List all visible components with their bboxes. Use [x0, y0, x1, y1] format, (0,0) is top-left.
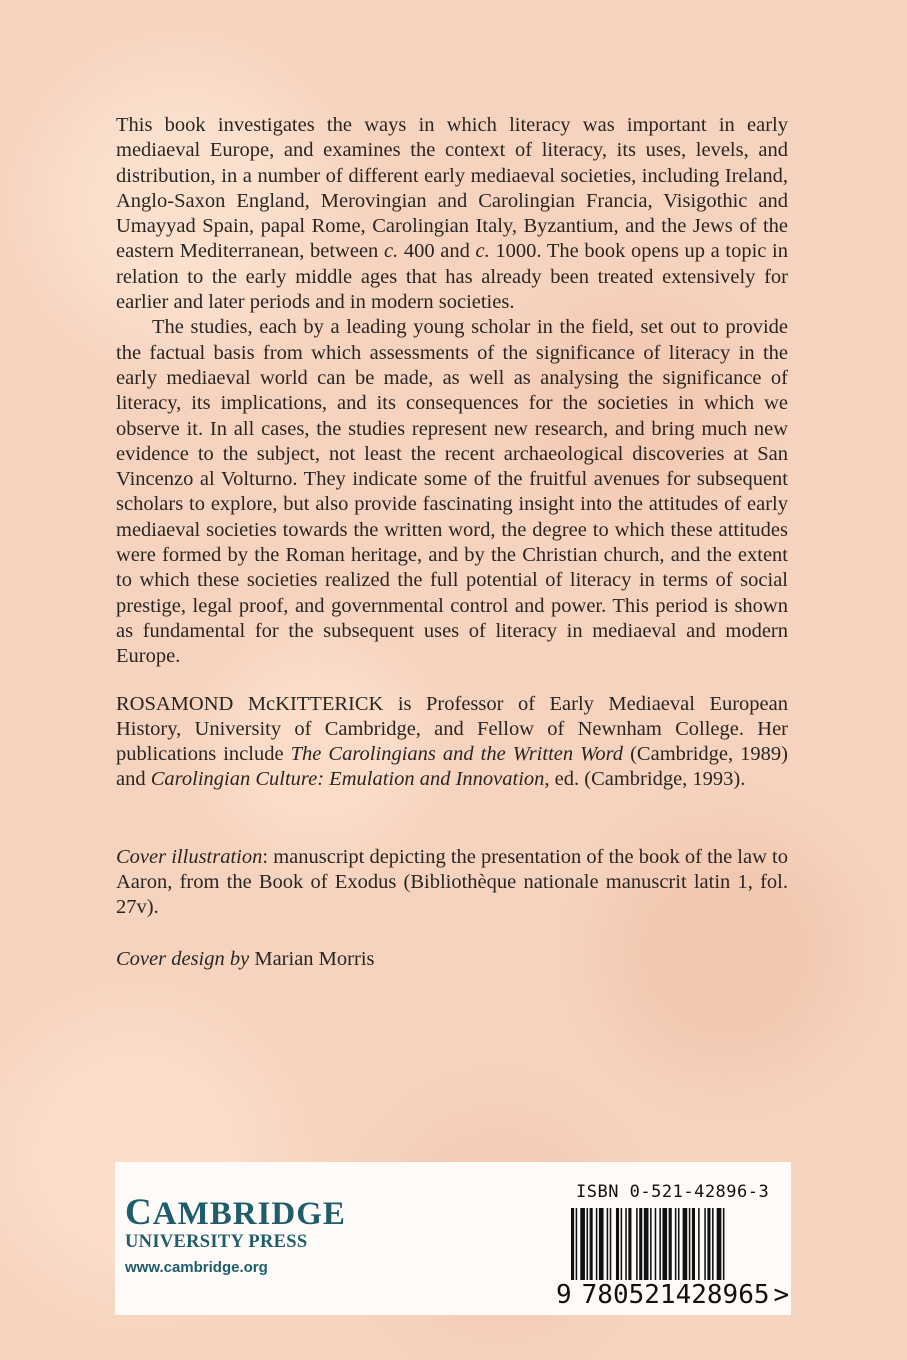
barcode-bar — [610, 1208, 612, 1280]
barcode-bar — [712, 1208, 714, 1280]
barcode-bar — [596, 1208, 598, 1280]
publisher-subname: UNIVERSITY PRESS — [125, 1232, 308, 1252]
barcode-bar — [675, 1208, 677, 1280]
book-title: Carolingian Culture: Emulation and Innovation — [150, 768, 545, 791]
barcode-bar — [707, 1208, 710, 1280]
description-paragraph-1: This book investigates the ways in which literacy was important in early mediaeval Europe, and examines the context of literacy, its uses, levels, and distribution, in a number of different early mediaeval societies, including Ireland, Anglo-Saxon England, Merovingian and Carolingian Francia, Visigothic and Umayyad Spain, papal Rome, Carolingian Italy, Byzantium, and the Jews of the eastern Mediterranean, between c. 400 and c. 1000. The book opens up a topic in relation to the early middle ages that has already been treated extensively for earlier and later periods and in modern societies. — [116, 114, 788, 314]
isbn-label: ISBN 0-521-42896-3 — [576, 1182, 770, 1202]
barcode-bar — [655, 1208, 657, 1280]
barcode-bar — [636, 1208, 638, 1280]
barcode-bar — [616, 1208, 619, 1280]
publisher-footer — [115, 1162, 791, 1315]
cambridge-logo — [125, 1192, 346, 1278]
barcode-bar — [717, 1208, 722, 1280]
barcode-bar — [621, 1208, 623, 1280]
author-bio: ROSAMOND McKITTERICK is Professor of Early Mediaeval European History, University of Cambridge, and Fellow of Newnham College. Her publications include The Carolingians and the Written Word (Cambridge, 1989) and Carolingian Culture: Emulation and Innovation, ed. (Cambridge, 1993). — [116, 692, 788, 791]
book-title: The Carolingians and the Written Word — [290, 743, 624, 766]
barcode-bar — [625, 1208, 627, 1280]
barcode-bar — [628, 1208, 631, 1280]
barcode-bar — [704, 1208, 706, 1280]
barcode-bar — [683, 1208, 688, 1280]
barcode-bar — [698, 1208, 700, 1280]
barcode-bar — [587, 1208, 589, 1280]
barcode-bar — [644, 1208, 649, 1280]
circa-abbrev: c. — [383, 240, 399, 263]
barcode-bar — [650, 1208, 652, 1280]
barcode-bar — [662, 1208, 667, 1280]
barcode-bar — [580, 1208, 585, 1280]
description-paragraph-2: The studies, each by a leading young scholar in the field, set out to provide the factual basis from which assessments of the significance of literacy in the early mediaeval world can be made, as well as analysing the significance of literacy, its implications, and its consequences for the societies in which we observe it. In all cases, the studies represent new research, and bring much new evidence to the subject, not least the recent archaeological discoveries at San Vincenzo al Volturno. They indicate some of the fruitful avenues for subsequent scholars to explore, but also provide fascinating insight into the attitudes of early mediaeval societies towards the written word, the degree to which these attitudes were formed by the Roman heritage, and by the Christian church, and the extent to which these societies realized the full potential of literacy in terms of social prestige, legal proof, and governmental control and power. This period is shown as fundamental for the subsequent uses of literacy in mediaeval and modern Europe. — [116, 316, 788, 668]
barcode-bar — [607, 1208, 609, 1280]
back-cover-text — [116, 113, 788, 972]
barcode-digits: 9 780521428965 > — [556, 1280, 790, 1310]
barcode-bar — [678, 1208, 680, 1280]
barcode-bar — [689, 1208, 691, 1280]
cover-illustration-credit: Cover illustration: manuscript depicting the presentation of the book of the law to Aaron, from the Book of Exodus (Bibliothèque nationale manuscrit latin 1, fol. 27v). — [116, 845, 788, 919]
barcode-bar — [590, 1208, 593, 1280]
barcode-bar — [576, 1208, 578, 1280]
publisher-name: CAMBRIDGE — [125, 1192, 346, 1233]
barcode-bar — [659, 1208, 661, 1280]
barcode-bar — [669, 1208, 672, 1280]
barcode-bar — [599, 1208, 604, 1280]
barcode-bar — [639, 1208, 642, 1280]
barcode-bar — [723, 1208, 725, 1280]
barcode-icon — [571, 1208, 781, 1280]
publisher-url[interactable]: www.cambridge.org — [125, 1259, 268, 1276]
circa-abbrev: c. — [475, 240, 490, 263]
cover-design-credit: Cover design by Marian Morris — [116, 947, 375, 970]
barcode-bar — [692, 1208, 695, 1280]
barcode-bar — [571, 1208, 574, 1280]
